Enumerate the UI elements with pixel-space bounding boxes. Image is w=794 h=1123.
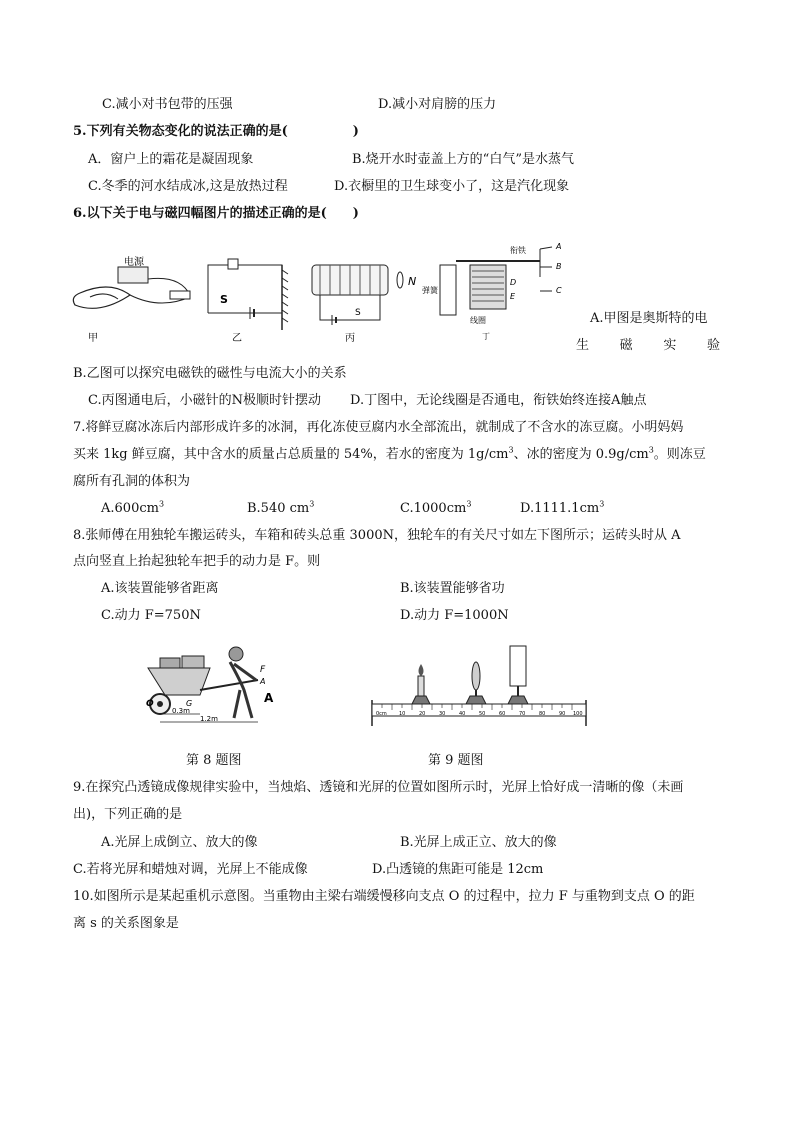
q6-label-n: N xyxy=(408,275,417,288)
q6-option-a-char: 验 xyxy=(706,338,720,353)
q7-option-b: B.540 $cm^3$ xyxy=(247,499,315,516)
q8-line1: 8.张师傅在用独轮车搬运砖头，车箱和砖头总重 3000N，独轮车的有关尺寸如左下图所示；运砖头时从 A xyxy=(73,528,681,543)
q9-option-d: D.凸透镜的焦距可能是 12cm xyxy=(372,862,544,877)
q8-label-g: G xyxy=(186,699,193,708)
q7-line2-a: 买来 1kg 鲜豆腐，其中含水的质量占总质量的 54%，若水的密度为 1g/cm xyxy=(73,447,509,462)
q8-option-d: D.动力 F=1000N xyxy=(400,608,509,623)
q8-option-b: B.该装置能够省功 xyxy=(400,581,505,596)
q5-option-d: D.衣橱里的卫生球变小了，这是汽化现象 xyxy=(334,179,570,194)
q8-label-f: F xyxy=(260,665,266,675)
q8-label-d1: 0.3m xyxy=(172,707,190,715)
q8-label-d2: 1.2m xyxy=(200,715,218,723)
q4-option-d: D.减小对肩膀的压力 xyxy=(378,97,497,112)
q4-option-c: C.减小对书包带的压强 xyxy=(102,97,233,112)
q6-option-c: C.丙图通电后，小磁针的N极顺时针摆动 xyxy=(88,393,321,408)
q7-line3: 腐所有孔洞的体积为 xyxy=(73,474,191,489)
q9-tick-10: 10 xyxy=(399,711,406,717)
q7-option-d: $D.1111.1cm^3$ xyxy=(520,499,605,516)
q6-label-e: E xyxy=(510,292,516,301)
q6-label-coil: 线圈 xyxy=(470,316,486,325)
q9-figure-optical-bench xyxy=(368,640,590,726)
q8-label-o: O xyxy=(146,699,154,709)
q7-line2-c: 。则冻豆 xyxy=(653,447,706,462)
q6-label-s-bing: S xyxy=(355,308,361,318)
q9-figure-caption: 第 9 题图 xyxy=(428,753,484,768)
q9-line1: 9.在探究凸透镜成像规律实验中，当烛焰、透镜和光屏的位置如图所示时，光屏上恰好成一清晰的像（未画 xyxy=(73,780,684,795)
q9-tick-70: 70 xyxy=(519,711,526,717)
q9-option-a: A.光屏上成倒立、放大的像 xyxy=(101,835,258,850)
q6-stem: 6.以下关于电与磁四幅图片的描述正确的是( ) xyxy=(73,206,359,221)
q6-option-a-char: 实 xyxy=(663,338,677,353)
q9-option-b: B.光屏上成正立、放大的像 xyxy=(400,835,557,850)
q9-tick-60: 60 xyxy=(499,711,506,717)
q7-option-c: $C.1000cm^3$ xyxy=(400,499,472,516)
q9-tick-90: 90 xyxy=(559,711,566,717)
q9-line2: 出)，下列正确的是 xyxy=(73,807,183,822)
q6-label-s-yi: S xyxy=(220,293,228,306)
q6-label-a: A xyxy=(556,242,562,251)
q10-line2: 离 s 的关系图象是 xyxy=(73,916,179,931)
q6-label-b: B xyxy=(556,262,562,271)
q6-label-c: C xyxy=(556,286,562,295)
q8-label-a-small: A xyxy=(260,677,266,686)
q9-tick-50: 50 xyxy=(479,711,486,717)
q9-label-unit: 0cm xyxy=(376,711,387,717)
q6-label-yi: 乙 xyxy=(232,333,242,344)
q5-option-c: C.冬季的河水结成冰,这是放热过程 xyxy=(88,179,288,194)
q8-option-a: A.该装置能够省距离 xyxy=(101,581,219,596)
q7-line2-b: 、冰的密度为 0.9g/cm xyxy=(513,447,649,462)
q6-option-d: D.丁图中，无论线圈是否通电，衔铁始终连接A触点 xyxy=(350,393,647,408)
q9-tick-100: 100 xyxy=(573,711,583,717)
q7-line1: 7.将鲜豆腐冰冻后内部形成许多的冰洞，再化冻使豆腐内水全部流出，就制成了不含水的冻豆腐。小明妈妈 xyxy=(73,420,684,435)
q9-tick-40: 40 xyxy=(459,711,466,717)
q6-option-a-part1: A.甲图是奥斯特的电 xyxy=(590,311,708,326)
q6-option-b: B.乙图可以探究电磁铁的磁性与电流大小的关系 xyxy=(73,366,347,381)
q6-label-jia: 甲 xyxy=(88,333,98,344)
q10-line1: 10.如图所示是某起重机示意图。当重物由主梁右端缓慢移向支点 O 的过程中，拉力 F 与重物到支点 O 的距 xyxy=(73,889,695,904)
q9-option-c: C.若将光屏和蜡烛对调，光屏上不能成像 xyxy=(73,862,308,877)
q8-option-c: C.动力 F=750N xyxy=(101,608,201,623)
q9-tick-80: 80 xyxy=(539,711,546,717)
q5-stem: 5.下列有关物态变化的说法正确的是( ) xyxy=(73,124,359,139)
q6-label-bing: 丙 xyxy=(345,333,355,344)
q6-label-d: D xyxy=(510,278,517,287)
q6-label-spring: 弹簧 xyxy=(422,286,438,295)
q6-option-a-part2 xyxy=(576,337,720,355)
q6-label-power: 电源 xyxy=(124,257,144,268)
q9-tick-20: 20 xyxy=(419,711,426,717)
q9-tick-30: 30 xyxy=(439,711,446,717)
q6-label-ding: 丁 xyxy=(482,332,490,341)
q5-option-a: A．窗户上的霜花是凝固现象 xyxy=(88,152,254,167)
q6-option-a-char: 生 xyxy=(576,338,590,353)
q8-figure-caption: 第 8 题图 xyxy=(186,753,242,768)
q5-option-b: B.烧开水时壶盖上方的“白气”是水蒸气 xyxy=(352,152,574,167)
q6-label-armature: 衔铁 xyxy=(510,246,526,255)
q8-figure-wheelbarrow xyxy=(140,640,280,730)
q7-sup: 3 xyxy=(508,445,514,455)
q7-option-a: $A.600cm^3$ xyxy=(101,499,165,516)
q6-figure xyxy=(70,235,590,345)
q8-line2: 点向竖直上抬起独轮车把手的动力是 F。则 xyxy=(73,554,321,569)
q6-option-a-char: 磁 xyxy=(619,338,633,353)
q7-line2 xyxy=(73,446,706,464)
q7-sup: 3 xyxy=(648,445,654,455)
q8-label-a-big: A xyxy=(264,691,274,705)
